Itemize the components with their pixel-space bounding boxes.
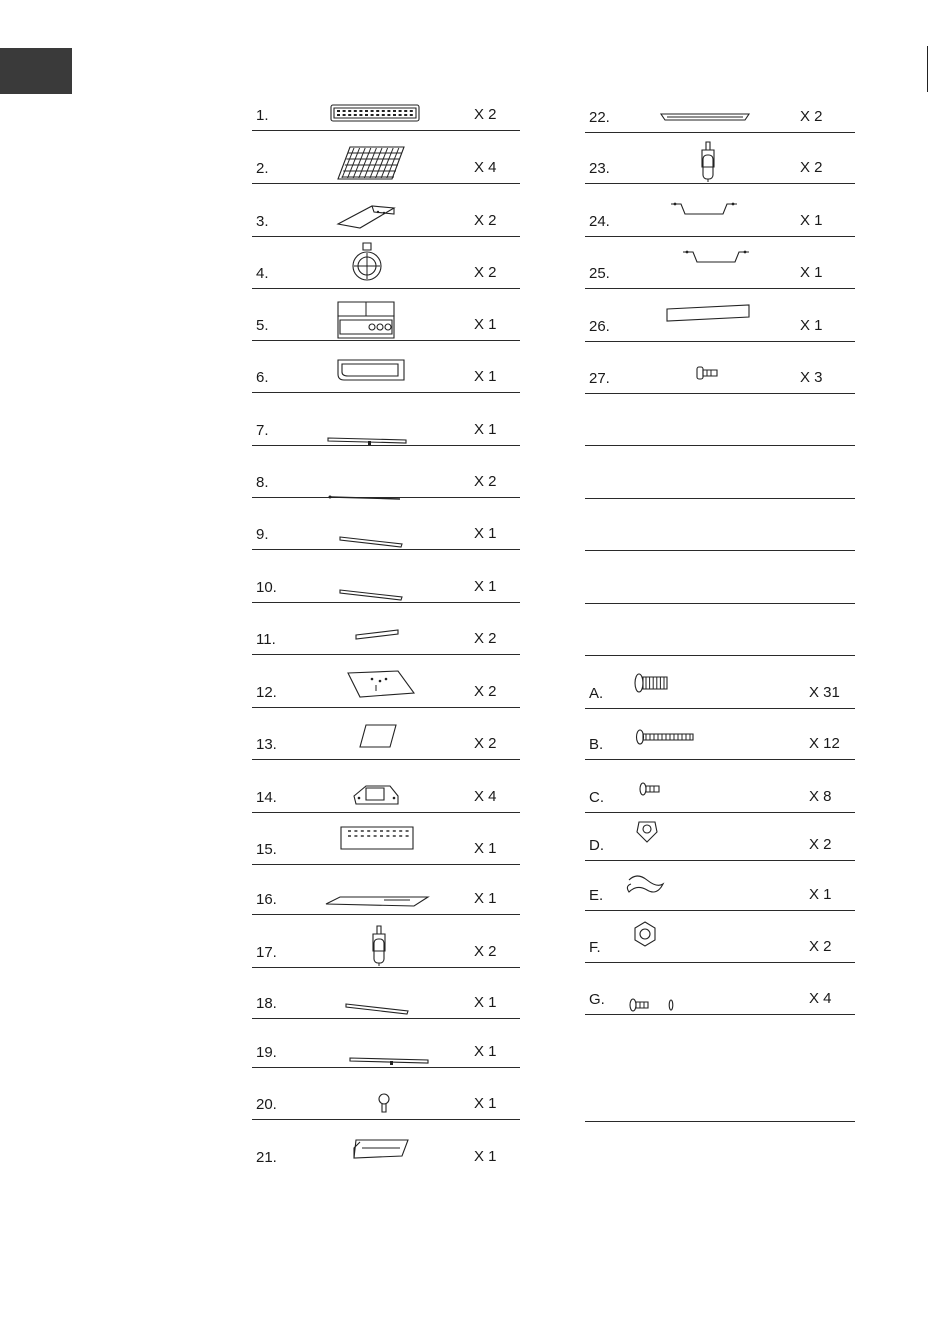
- part-number: 13.: [256, 736, 277, 753]
- part-row: [252, 78, 520, 131]
- part-row: [585, 131, 855, 184]
- part-quantity: X 2: [800, 108, 823, 125]
- short-bar-icon: [354, 628, 400, 647]
- part-row: [585, 446, 855, 499]
- part-quantity: X 1: [809, 886, 832, 903]
- part-row: [252, 445, 520, 498]
- short-screw-icon: [639, 782, 661, 801]
- part-quantity: X 4: [809, 990, 832, 1007]
- part-number: 2.: [256, 160, 269, 177]
- part-number: C.: [589, 789, 604, 806]
- long-bolt-icon: [635, 729, 695, 750]
- part-row: [252, 602, 520, 655]
- part-number: 1.: [256, 107, 269, 124]
- side-panel-icon: [346, 669, 416, 704]
- tray-rail-icon: [659, 110, 751, 128]
- wheel-icon: [350, 242, 384, 287]
- flat-plate-icon: [358, 723, 398, 754]
- part-number: 10.: [256, 579, 277, 596]
- part-quantity: X 1: [474, 1043, 497, 1060]
- part-quantity: X 2: [474, 106, 497, 123]
- clip-icon: [625, 874, 665, 903]
- part-quantity: X 1: [474, 525, 497, 542]
- side-shelf-bracket-icon: [336, 202, 396, 235]
- drip-tray-icon: [336, 358, 406, 389]
- part-quantity: X 2: [474, 943, 497, 960]
- screw-washer-icon: [629, 998, 677, 1017]
- part-number: F.: [589, 939, 601, 956]
- part-row: [585, 498, 855, 551]
- part-row: [585, 603, 855, 656]
- part-number: 12.: [256, 684, 277, 701]
- part-number: 7.: [256, 422, 269, 439]
- part-row: [252, 707, 520, 760]
- part-row: [585, 289, 855, 342]
- part-number: 24.: [589, 213, 610, 230]
- grill-vent-icon: [330, 102, 420, 129]
- part-number: 14.: [256, 789, 277, 806]
- grill-body-icon: [336, 300, 396, 345]
- part-row: [585, 1069, 855, 1122]
- part-row: [252, 236, 520, 289]
- part-number: 19.: [256, 1044, 277, 1061]
- part-row: [585, 962, 855, 1015]
- part-number: E.: [589, 887, 604, 904]
- part-number: 6.: [256, 369, 269, 386]
- part-number: A.: [589, 685, 604, 702]
- part-number: 16.: [256, 891, 277, 908]
- part-number: D.: [589, 837, 604, 854]
- part-quantity: X 2: [474, 735, 497, 752]
- part-row: [252, 812, 520, 865]
- part-quantity: X 1: [800, 317, 823, 334]
- part-row: [585, 393, 855, 446]
- part-row: [585, 80, 855, 133]
- part-number: 25.: [589, 265, 610, 282]
- part-quantity: X 1: [474, 421, 497, 438]
- part-row: [252, 862, 520, 915]
- part-number: 23.: [589, 160, 610, 177]
- part-quantity: X 2: [809, 938, 832, 955]
- part-number: 8.: [256, 474, 269, 491]
- part-quantity: X 1: [474, 1095, 497, 1112]
- part-number: B.: [589, 736, 604, 753]
- part-quantity: X 1: [474, 578, 497, 595]
- part-quantity: X 3: [800, 369, 823, 386]
- part-row: [252, 131, 520, 184]
- part-number: 26.: [589, 318, 610, 335]
- caster-icon: [697, 141, 719, 188]
- part-number: 15.: [256, 841, 277, 858]
- part-number: 11.: [256, 631, 276, 648]
- part-quantity: X 1: [800, 264, 823, 281]
- part-number: 20.: [256, 1096, 277, 1113]
- part-row: [585, 707, 855, 760]
- part-row: [252, 966, 520, 1019]
- part-number: G.: [589, 991, 605, 1008]
- part-row: [252, 915, 520, 968]
- part-quantity: X 2: [474, 473, 497, 490]
- part-quantity: X 1: [800, 212, 823, 229]
- part-row: [585, 808, 855, 861]
- part-quantity: X 4: [474, 159, 497, 176]
- page-edge-mark: [927, 46, 928, 92]
- part-row: [252, 184, 520, 237]
- part-quantity: X 1: [474, 994, 497, 1011]
- screw-icon: [633, 672, 669, 699]
- part-row: [252, 1067, 520, 1120]
- part-quantity: X 8: [809, 788, 832, 805]
- part-row: [252, 497, 520, 550]
- part-row: [252, 1015, 520, 1068]
- part-row: [252, 655, 520, 708]
- bracket-icon: [669, 200, 739, 229]
- grill-grate-icon: [336, 145, 406, 186]
- part-number: 21.: [256, 1149, 277, 1166]
- part-row: [252, 550, 520, 603]
- part-row: [252, 288, 520, 341]
- part-number: 9.: [256, 526, 269, 543]
- part-quantity: X 2: [800, 159, 823, 176]
- part-number: 22.: [589, 109, 610, 126]
- part-quantity: X 1: [474, 840, 497, 857]
- part-quantity: X 12: [809, 735, 840, 752]
- part-number: 3.: [256, 213, 269, 230]
- hinge-icon: [352, 782, 400, 813]
- bolt-icon: [695, 365, 719, 386]
- part-row: [585, 910, 855, 963]
- vented-panel-icon: [340, 826, 414, 855]
- part-quantity: X 2: [474, 683, 497, 700]
- part-row: [585, 184, 855, 237]
- part-row: [585, 656, 855, 709]
- knob-icon: [376, 1092, 392, 1119]
- part-row: [252, 393, 520, 446]
- hex-nut-icon: [633, 920, 657, 953]
- cover-plate-icon: [665, 303, 751, 328]
- part-number: 4.: [256, 265, 269, 282]
- part-quantity: X 2: [474, 212, 497, 229]
- part-quantity: X 1: [474, 368, 497, 385]
- part-row: [252, 1120, 520, 1172]
- part-row: [585, 551, 855, 604]
- part-row: [585, 236, 855, 289]
- part-quantity: X 1: [474, 316, 497, 333]
- part-row: [252, 760, 520, 813]
- bottom-shelf-icon: [324, 894, 430, 913]
- nut-icon: [635, 818, 659, 849]
- part-number: 17.: [256, 944, 277, 961]
- bracket-icon: [681, 248, 751, 277]
- part-quantity: X 2: [809, 836, 832, 853]
- part-row: [585, 858, 855, 911]
- part-quantity: X 1: [474, 1148, 497, 1165]
- part-quantity: X 2: [474, 264, 497, 281]
- part-row: [585, 760, 855, 813]
- part-quantity: X 4: [474, 788, 497, 805]
- part-row: [585, 341, 855, 394]
- part-number: 5.: [256, 317, 269, 334]
- part-quantity: X 1: [474, 890, 497, 907]
- part-quantity: X 2: [474, 630, 497, 647]
- part-quantity: X 31: [809, 684, 840, 701]
- caster-icon: [368, 925, 390, 972]
- firebox-tray-icon: [352, 1136, 412, 1167]
- part-number: 18.: [256, 995, 277, 1012]
- section-tab: [0, 48, 72, 94]
- part-row: [252, 340, 520, 393]
- part-number: 27.: [589, 370, 610, 387]
